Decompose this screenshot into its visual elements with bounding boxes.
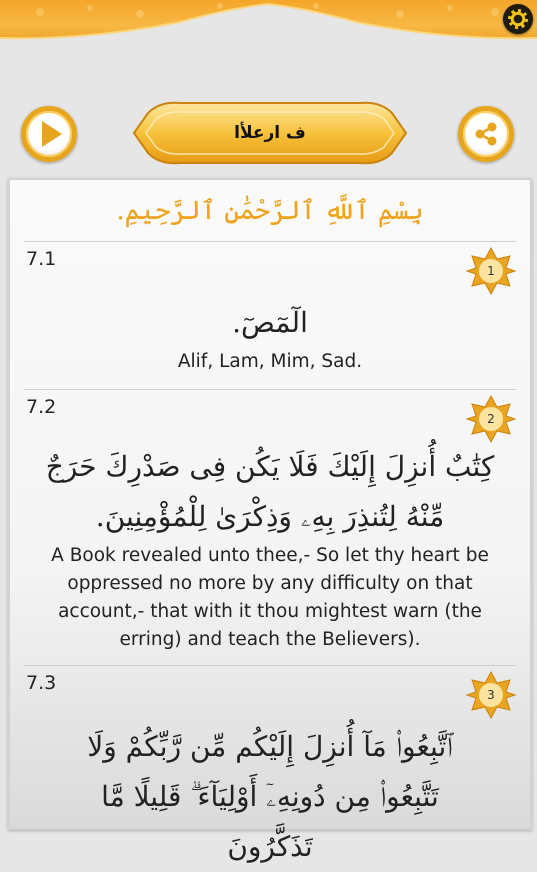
play-button[interactable] [21,106,77,162]
verse-reference: 7.3 [26,672,57,694]
verse-number: 3 [487,688,495,702]
bismillah: بِسْمِ ٱللَّهِ ٱلرَّحْمَٰنِ ٱلرَّحِيمِ. [24,180,516,242]
verse-item[interactable] [24,242,516,390]
play-icon [42,121,62,147]
verse-number: 1 [487,264,495,278]
top-ornament-band [0,0,537,48]
settings-button[interactable] [503,4,533,34]
verse-number: 2 [487,412,495,426]
verse-translation: A Book revealed unto thee,- So let thy heart be oppressed no more by any difficulty on that account,- that with it thou mightest warn (the erring) and teach the Believers). [51,545,489,650]
verse-number-badge [466,246,516,296]
verses-list[interactable] [8,178,532,863]
verse-arabic: كِتَٰبٌ أُنزِلَ إِلَيْكَ فَلَا يَكُن فِى صَدْرِكَ حَرَجٌ مِّنْهُ لِتُنذِرَ بِهِۦ وَذِكْرَىٰ لِلْمُؤْمِنِينَ. [45,450,495,533]
verse-number-badge [466,670,516,720]
verse-reference: 7.1 [26,248,57,270]
verse-arabic: الٓمٓصٓ. [232,306,308,339]
gear-icon [508,9,528,29]
verse-item[interactable] [24,390,516,666]
verse-translation: Alif, Lam, Mim, Sad. [177,351,363,372]
verse-reference: 7.2 [26,396,57,418]
verse-arabic: ٱتَّبِعُوا۟ مَآ أُنزِلَ إِلَيْكُم مِّن رَّبِّكُمْ وَلَا تَتَّبِعُوا۟ مِن دُونِهِۦٓ أَوْلِيَآءَ ۗ قَلِيلًا مَّا تَذَكَّرُونَ [87,730,453,863]
share-button[interactable] [458,106,514,162]
verse-item[interactable] [24,666,516,866]
surah-title: ﻑ ارعلأا [234,123,306,143]
share-icon [472,120,500,148]
surah-title-plaque [120,97,420,169]
verse-number-badge [466,394,516,444]
ornament-pattern [0,0,537,48]
